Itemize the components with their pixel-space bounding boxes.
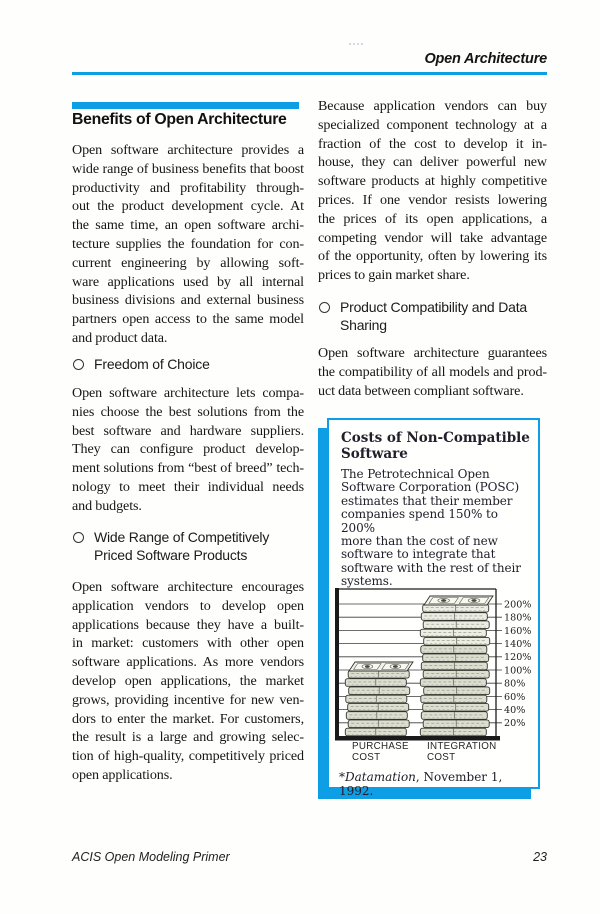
costs-callout-box <box>327 418 540 798</box>
heading-wide-range-lines: Wide Range of Competitively Priced Software Products <box>94 529 270 563</box>
svg-text:200%: 200% <box>504 599 532 611</box>
paragraph-freedom: Open software architecture lets compa- nies choose the best solutions from the best software and hardware suppliers. They can configure product develop- ment solutions from “best of breed” tech- nology to meet their individual needs and budgets. <box>72 385 304 514</box>
cost-chart-svg <box>335 583 539 769</box>
svg-text:COST: COST <box>427 752 456 763</box>
footer-page-number: 23 <box>533 850 547 864</box>
chart-source-caption <box>339 770 534 798</box>
svg-text:20%: 20% <box>504 718 526 730</box>
paragraph-benefits-intro: Open software architecture provides a wide range of business benefits that boost productivity and profitability through- out the product development cycle. At the same time, an open software archi- tecture supplies the foundation for con- current engineering by allowing soft- ware applications used by all internal business divisions and external business partners open access to the same model and product data. <box>72 142 304 346</box>
page-title: Benefits of Open Architecture <box>72 111 287 128</box>
header-rule <box>72 72 547 75</box>
section-bullet-icon <box>73 359 84 370</box>
running-header: Open Architecture <box>424 51 547 67</box>
heading-compatibility <box>318 299 547 334</box>
caption-suffix: , November 1, 1992. <box>339 770 503 798</box>
svg-text:COST: COST <box>352 752 381 763</box>
paragraph-vendors: Because application vendors can buy specialized component technology at a fraction of the cost to develop it in- house, they can deliver powerful new software products at highly competitive prices. If one vendor resists lowering the prices of its open applications, a competing vendor will take advantage of the opportunity, often by lowering its prices to gain market share. <box>318 98 547 284</box>
heading-wide-range <box>72 529 304 564</box>
svg-text:PURCHASE: PURCHASE <box>352 741 409 752</box>
paragraph-wide-range: Open software architecture encourages application vendors to develop open applications because they have a built- in market: customers with other open software applications. As more vendors develop open applications, the market grows, providing incentive for new ven- dors to enter the market. For customers, the result is a large and growing selec- tion of high-quality, competitively priced open applications. <box>72 579 304 783</box>
svg-text:100%: 100% <box>504 665 532 677</box>
callout-body: The Petrotechnical Open Software Corporation (POSC) estimates that their member companies spend 150% to 200% more than the cost of new software to integrate that software with the rest of their systems. <box>341 467 521 589</box>
callout-title: Costs of Non-Compatible Software <box>341 430 530 462</box>
svg-text:180%: 180% <box>504 612 532 624</box>
heading-freedom-of-choice <box>72 356 304 374</box>
section-bullet-icon <box>73 532 84 543</box>
heading-compatibility-lines: Product Compatibility and Data Sharing <box>340 299 527 333</box>
svg-text:120%: 120% <box>504 652 532 664</box>
paragraph-compatibility: Open software architecture guarantees the compatibility of all models and prod- uct data between compliant software. <box>318 345 547 399</box>
heading-freedom-lines: Freedom of Choice <box>94 356 210 372</box>
svg-text:INTEGRATION: INTEGRATION <box>427 741 497 752</box>
caption-source: Datamation <box>345 770 416 784</box>
section-accent-bar <box>72 102 299 109</box>
svg-text:160%: 160% <box>504 625 532 637</box>
scan-artifact <box>349 43 363 45</box>
svg-text:140%: 140% <box>504 639 532 650</box>
caption-asterisk: * <box>339 770 345 784</box>
svg-text:40%: 40% <box>504 705 526 716</box>
svg-text:80%: 80% <box>504 678 526 690</box>
svg-text:60%: 60% <box>504 691 526 703</box>
footer-book-title: ACIS Open Modeling Primer <box>72 850 230 864</box>
section-bullet-icon <box>319 302 330 313</box>
